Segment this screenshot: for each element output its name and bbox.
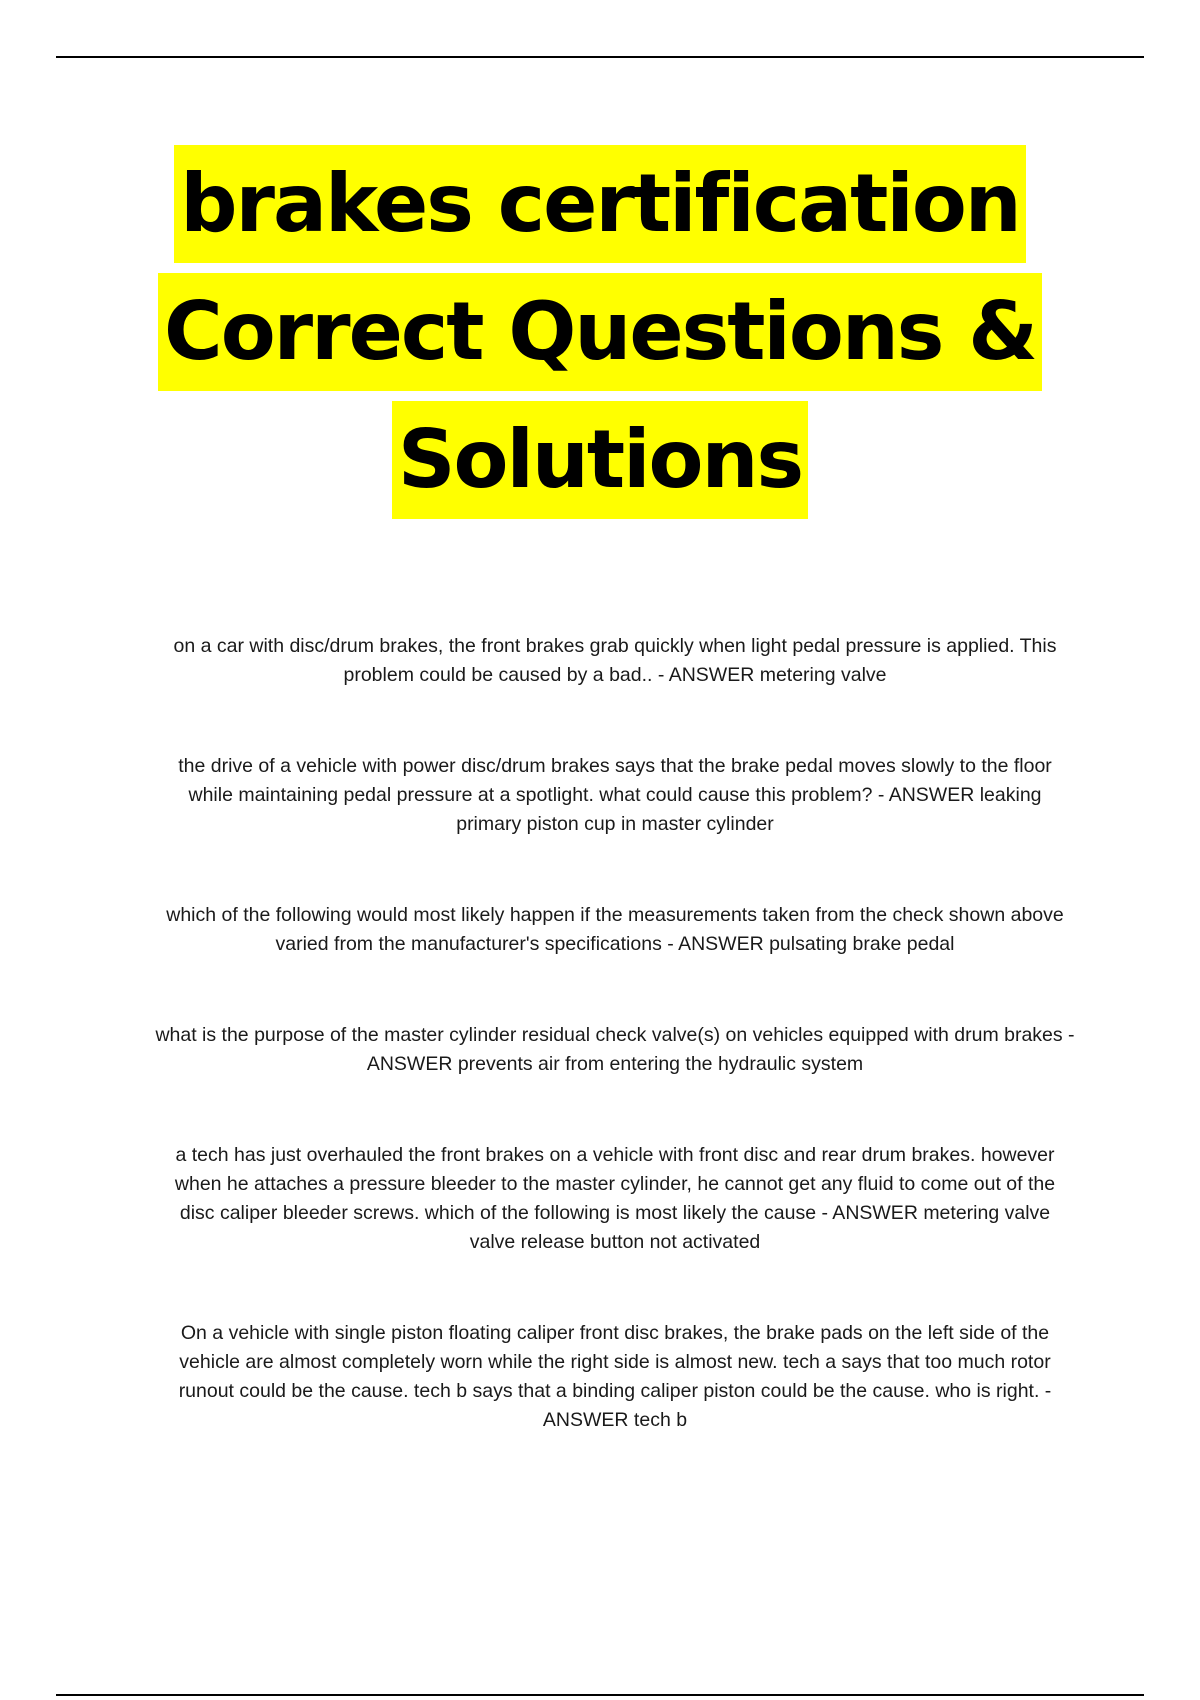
title-line-1: brakes certification [174,145,1026,263]
top-rule [56,56,1144,58]
qa-item-6: On a vehicle with single piston floating caliper front disc brakes, the brake pads on the left side of the vehicle are almost completely worn while the right side is almost new. tech a says that too much rotor runout could be the cause. tech b says that a binding caliper piston could be the cause. who is right. - ANSWER tech b [178,1322,1052,1431]
qa-list [155,632,1075,1497]
qa-item-4: what is the purpose of the master cylinder residual check valve(s) on vehicles equipped with drum brakes - ANSWER prevents air from entering the hydraulic system [155,1024,1075,1075]
qa-item-2: the drive of a vehicle with power disc/drum brakes says that the brake pedal moves slowly to the floor while maintaining pedal pressure at a spotlight. what could cause this problem? - ANSWER leaking primary piston cup in master cylinder [178,755,1052,835]
document-title [0,145,1200,529]
qa-item-3: which of the following would most likely happen if the measurements taken from the check shown above varied from the manufacturer's specifications - ANSWER pulsating brake pedal [166,904,1064,955]
qa-item-1: on a car with disc/drum brakes, the front brakes grab quickly when light pedal pressure is applied. This problem could be caused by a bad.. - ANSWER metering valve [173,635,1057,686]
qa-item-5: a tech has just overhauled the front brakes on a vehicle with front disc and rear drum brakes. however when he attaches a pressure bleeder to the master cylinder, he cannot get any fluid to come out of the disc caliper bleeder screws. which of the following is most likely the cause - ANSWER metering valve valve release button not activated [174,1144,1056,1253]
title-line-2: Correct Questions & [158,273,1042,391]
bottom-rule [56,1694,1144,1696]
title-line-3: Solutions [392,401,808,519]
